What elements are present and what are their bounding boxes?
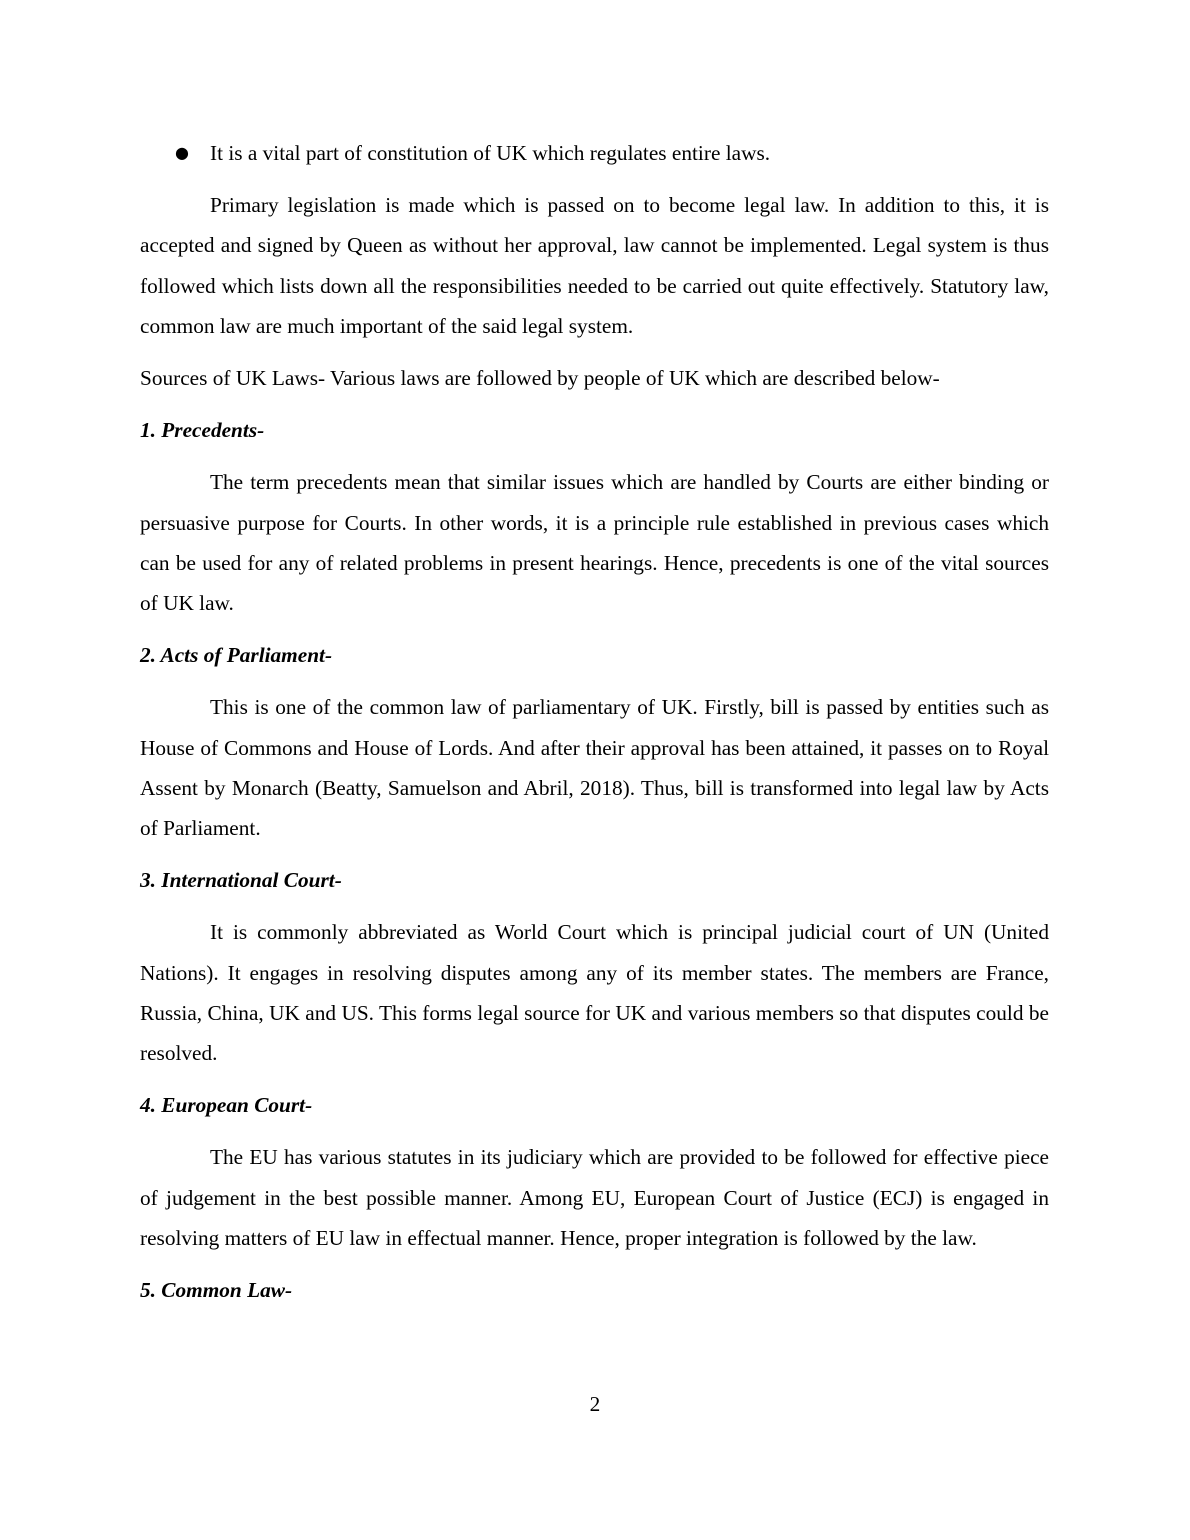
page-content	[140, 133, 1049, 1322]
page-number: 2	[589, 1392, 601, 1416]
section-heading-common-law: 5. Common Law-	[140, 1278, 293, 1303]
sources-line: Sources of UK Laws- Various laws are followed by people of UK which are described below-	[140, 366, 940, 391]
bullet-dot-icon: ●	[175, 143, 189, 162]
section-body-acts-of-parliament: This is one of the common law of parliamentary of UK. Firstly, bill is passed by entities such as House of Commons and House of Lords. And after their approval has been attained, it passes on to Royal Assent by Monarch (Beatty, Samuelson and Abril, 2018). Thus, bill is transformed into legal law by Acts of Parliament.	[140, 695, 1049, 841]
intro-paragraph: Primary legislation is made which is passed on to become legal law. In addition to this, it is accepted and signed by Queen as without her approval, law cannot be implemented. Legal system is thus followed which lists down all the responsibilities needed to be carried out quite effectively. Statutory law, common law are much important of the said legal system.	[140, 193, 1049, 338]
bullet-text: It is a vital part of constitution of UK which regulates entire laws.	[210, 141, 771, 165]
section-heading-acts-of-parliament: 2. Acts of Parliament-	[140, 643, 333, 668]
section-body-european-court: The EU has various statutes in its judiciary which are provided to be followed for effective piece of judgement in the best possible manner. Among EU, European Court of Justice (ECJ) is engaged in resolving matters of EU law in effectual manner. Hence, proper integration is followed by the law.	[140, 1145, 1049, 1250]
section-body-precedents: The term precedents mean that similar issues which are handled by Courts are either binding or persuasive purpose for Courts. In other words, it is a principle rule established in previous cases which can be used for any of related problems in present hearings. Hence, precedents is one of the vital sources of UK law.	[140, 470, 1049, 616]
section-body-international-court: It is commonly abbreviated as World Court which is principal judicial court of UN (United Nations). It engages in resolving disputes among any of its member states. The members are France, Russia, China, UK and US. This forms legal source for UK and various members so that disputes could be resolved.	[140, 920, 1049, 1066]
section-heading-european-court: 4. European Court-	[140, 1093, 313, 1118]
section-heading-international-court: 3. International Court-	[140, 868, 342, 893]
bullet-list-item	[140, 133, 1049, 173]
section-heading-precedents: 1. Precedents-	[140, 418, 265, 443]
